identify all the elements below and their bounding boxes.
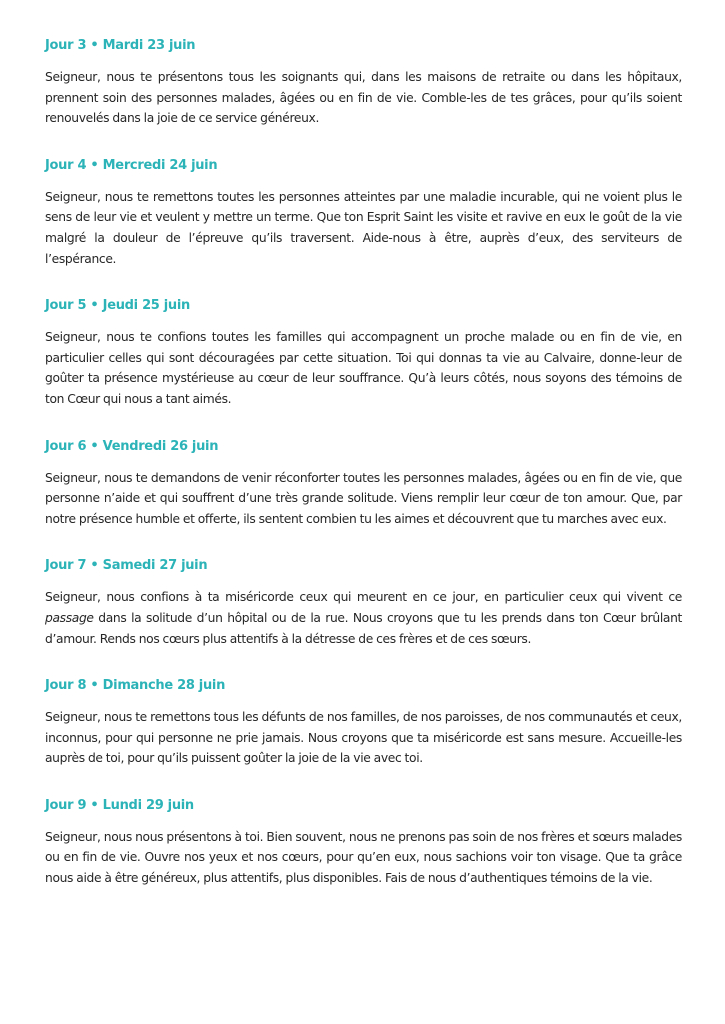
day-heading: Jour 8 • Dimanche 28 juin [45,678,226,694]
day-heading: Jour 4 • Mercredi 24 juin [45,157,218,173]
day-section-3 [45,36,682,129]
prayer-text-part: Seigneur, nous confions à ta miséricorde ceux qui meurent en ce jour, en particulier ceux qui vivent ce [45,590,682,605]
day-heading: Jour 5 • Jeudi 25 juin [45,298,191,314]
day-heading: Jour 9 • Lundi 29 juin [45,797,194,813]
prayer-text: Seigneur, nous te présentons tous les soignants qui, dans les maisons de retraite ou dans les hôpitaux, prennent soin des personnes malades, âgées ou en fin de vie. Comble-les de tes grâces, pour qu’ils soient renouvelés dans la joie de ce service généreux. [45,70,682,126]
prayer-text: Seigneur, nous te demandons de venir réconforter toutes les personnes malades, âgées ou en fin de vie, que personne n’aide et qui souffrent d’une très grande solitude. Viens remplir leur cœur de ton amour. Que, par notre présence humble et offerte, ils sentent combien tu les aimes et découvrent que tu marches avec eux. [45,470,682,526]
document-page [45,36,682,916]
day-section-5 [45,296,682,409]
prayer-text-part: dans la solitude d’un hôpital ou de la rue. Nous croyons que tu les prends dans ton Cœur brûlant d’amour. Rends nos cœurs plus attentifs à la détresse de ces frères et de ces sœurs. [45,610,682,646]
prayer-text [45,587,682,649]
day-section-6 [45,437,682,530]
day-section-4 [45,156,682,269]
prayer-text: Seigneur, nous te remettons tous les défunts de nos familles, de nos paroisses, de nos communautés et ceux, inconnus, pour qui personne ne prie jamais. Nous croyons que ta miséricorde est sans mesure. Accueille-les auprès de toi, pour qu’ils puissent goûter la joie de la vie avec toi. [45,710,682,766]
prayer-text: Seigneur, nous te remettons toutes les personnes atteintes par une maladie incurable, qui ne voient plus le sens de leur vie et veulent y mettre un terme. Que ton Esprit Saint les visite et ravive en eux le goût de la vie malgré la douleur de l’épreuve qu’ils traversent. Aide-nous à être, auprès d’eux, des serviteurs de l’espérance. [45,189,682,266]
day-section-9 [45,796,682,889]
day-section-8 [45,676,682,769]
prayer-text-italic: passage [45,610,94,625]
day-heading: Jour 7 • Samedi 27 juin [45,558,208,574]
prayer-text: Seigneur, nous te confions toutes les familles qui accompagnent un proche malade ou en fin de vie, en particulier celles qui sont découragées par cette situation. Toi qui donnas ta vie au Calvaire, donne-leur de goûter ta présence mystérieuse au cœur de leur souffrance. Qu’à leurs côtés, nous soyons des témoins de ton Cœur qui nous a tant aimés. [45,330,682,406]
day-heading: Jour 3 • Mardi 23 juin [45,38,196,53]
prayer-text: Seigneur, nous nous présentons à toi. Bien souvent, nous ne prenons pas soin de nos frères et sœurs malades ou en fin de vie. Ouvre nos yeux et nos cœurs, pour qu’en eux, nous sachions voir ton visage. Que ta grâce nous aide à être généreux, plus attentifs, plus disponibles. Fais de nous d’authentiques témoins de la vie. [45,829,682,886]
day-section-7 [45,556,682,649]
day-heading: Jour 6 • Vendredi 26 juin [45,438,219,454]
